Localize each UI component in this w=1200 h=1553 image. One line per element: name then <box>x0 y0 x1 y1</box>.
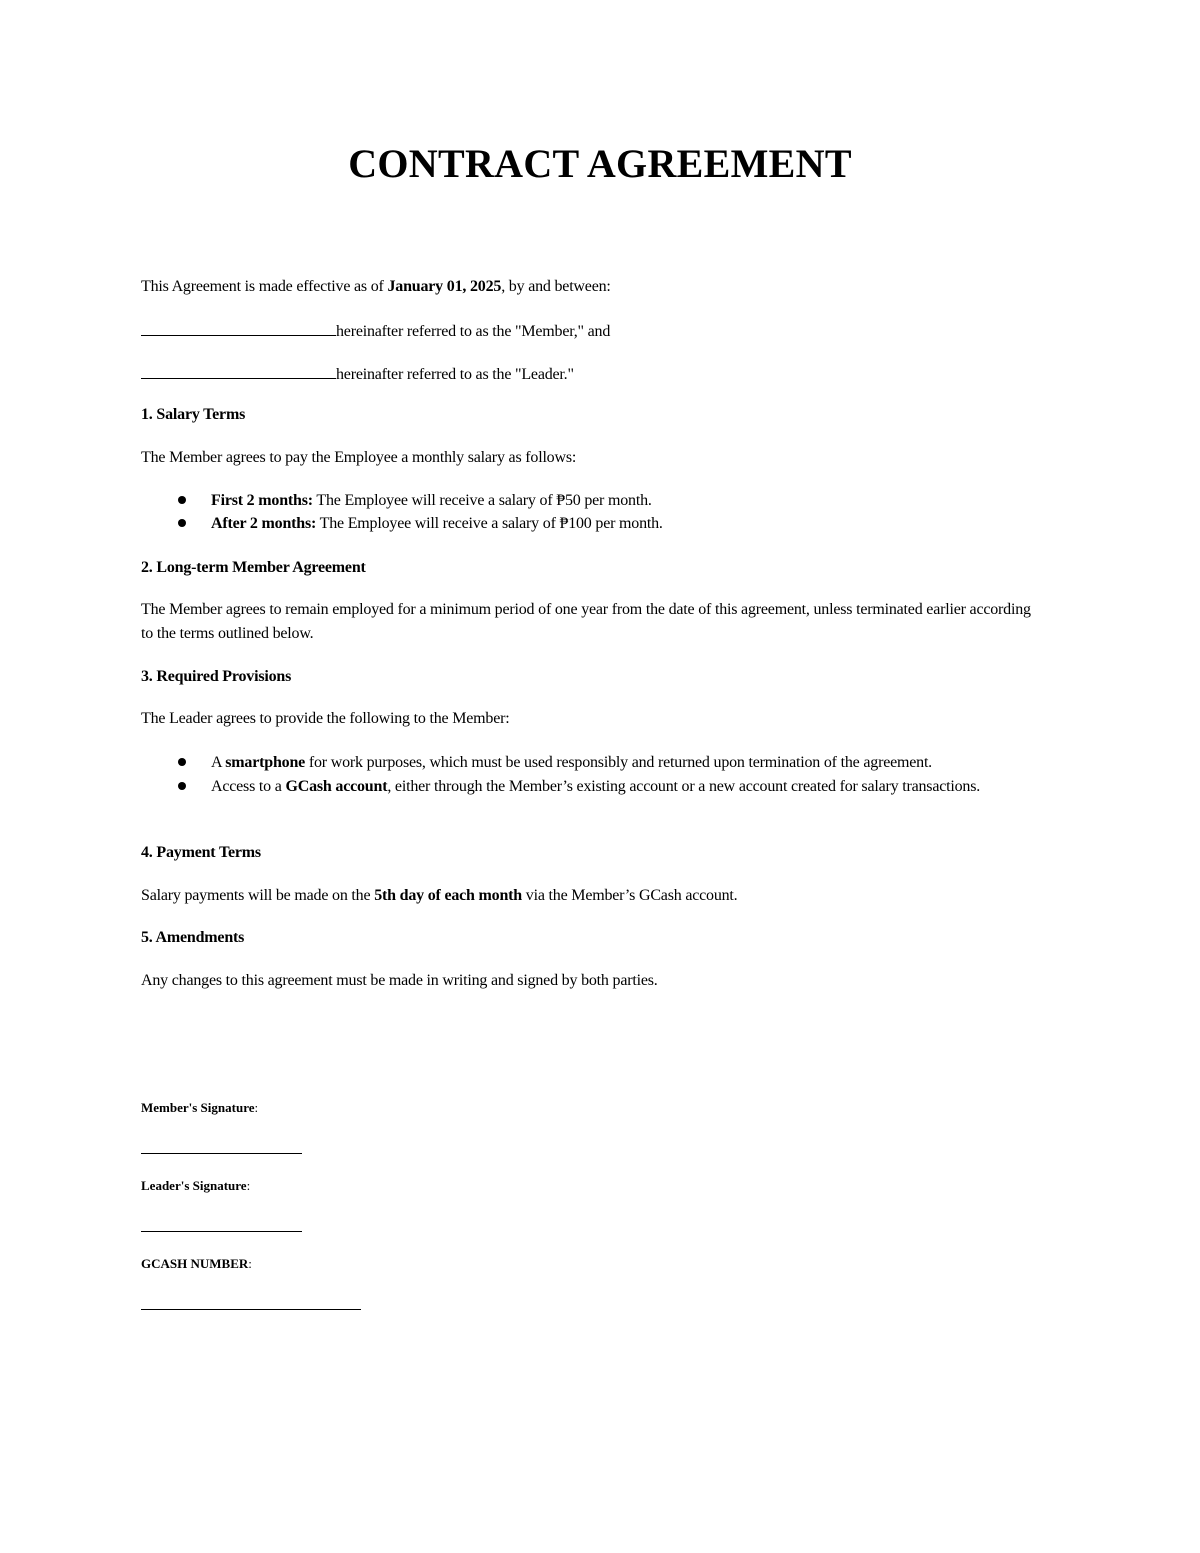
section-body-amendments: Any changes to this agreement must be made in writing and signed by both parties. <box>141 972 658 989</box>
section-body-required-provisions: The Leader agrees to provide the following to the Member: <box>141 710 510 727</box>
bullet-item <box>211 489 652 513</box>
bullet-item <box>211 751 932 775</box>
signature-label-text: Member's Signature <box>141 1100 255 1115</box>
bullet-bold: GCash account <box>285 778 388 795</box>
document-title: CONTRACT AGREEMENT <box>348 141 852 186</box>
intro-suffix: , by and between: <box>501 278 611 295</box>
effective-date: January 01, 2025 <box>387 278 502 295</box>
leader-signature-line[interactable] <box>141 1231 302 1232</box>
bullet-text: The Employee will receive a salary of ₱50 per month. <box>312 492 652 509</box>
bullet-item <box>211 775 1031 798</box>
member-signature-label <box>141 1099 258 1117</box>
section-body-salary-terms: The Member agrees to pay the Employee a monthly salary as follows: <box>141 449 577 466</box>
signature-label-text: GCASH NUMBER <box>141 1256 249 1271</box>
label-colon: : <box>246 1178 251 1193</box>
bullet-item <box>211 512 663 536</box>
party-member-text: hereinafter referred to as the "Member," and <box>336 323 611 340</box>
payment-day: 5th day of each month <box>374 887 522 904</box>
section-heading-required-provisions: 3. Required Provisions <box>141 668 292 685</box>
member-name-blank[interactable] <box>141 317 336 336</box>
bullet-text: , either through the Member’s existing account or a new account created for salary transactions. <box>387 778 981 795</box>
label-colon: : <box>248 1256 252 1271</box>
gcash-number-label <box>141 1255 252 1273</box>
member-signature-line[interactable] <box>141 1153 302 1154</box>
party-leader-text: hereinafter referred to as the "Leader." <box>336 366 574 383</box>
party-leader-line <box>141 360 574 387</box>
section-heading-long-term: 2. Long-term Member Agreement <box>141 559 366 576</box>
section-body-long-term: The Member agrees to remain employed for a minimum period of one year from the date of this agreement, unless terminated earlier according to the terms outlined below. <box>141 601 1031 642</box>
signature-label-text: Leader's Signature <box>141 1178 247 1193</box>
bullet-icon <box>178 758 186 766</box>
bullet-icon <box>178 519 186 527</box>
bullet-prefix: A <box>211 754 226 771</box>
payment-suffix: via the Member’s GCash account. <box>522 887 738 904</box>
leader-name-blank[interactable] <box>141 360 336 379</box>
bullet-bold: smartphone <box>225 754 306 771</box>
bullet-text: The Employee will receive a salary of ₱100 per month. <box>316 515 663 532</box>
label-colon: : <box>254 1100 259 1115</box>
intro-line <box>141 275 611 299</box>
gcash-number-line[interactable] <box>141 1309 361 1310</box>
section-heading-salary-terms: 1. Salary Terms <box>141 406 246 423</box>
bullet-icon <box>178 782 186 790</box>
bullet-prefix: Access to a <box>211 778 286 795</box>
party-member-line <box>141 317 610 344</box>
intro-prefix: This Agreement is made effective as of <box>141 278 388 295</box>
bullet-text: for work purposes, which must be used responsibly and returned upon termination of the agreement. <box>305 754 932 771</box>
bullet-bold: First 2 months: <box>211 492 313 509</box>
payment-prefix: Salary payments will be made on the <box>141 887 375 904</box>
section-heading-payment-terms: 4. Payment Terms <box>141 844 261 861</box>
leader-signature-label <box>141 1177 250 1195</box>
section-heading-amendments: 5. Amendments <box>141 929 245 946</box>
section-body-payment-terms <box>141 884 737 908</box>
bullet-icon <box>178 496 186 504</box>
bullet-bold: After 2 months: <box>211 515 317 532</box>
